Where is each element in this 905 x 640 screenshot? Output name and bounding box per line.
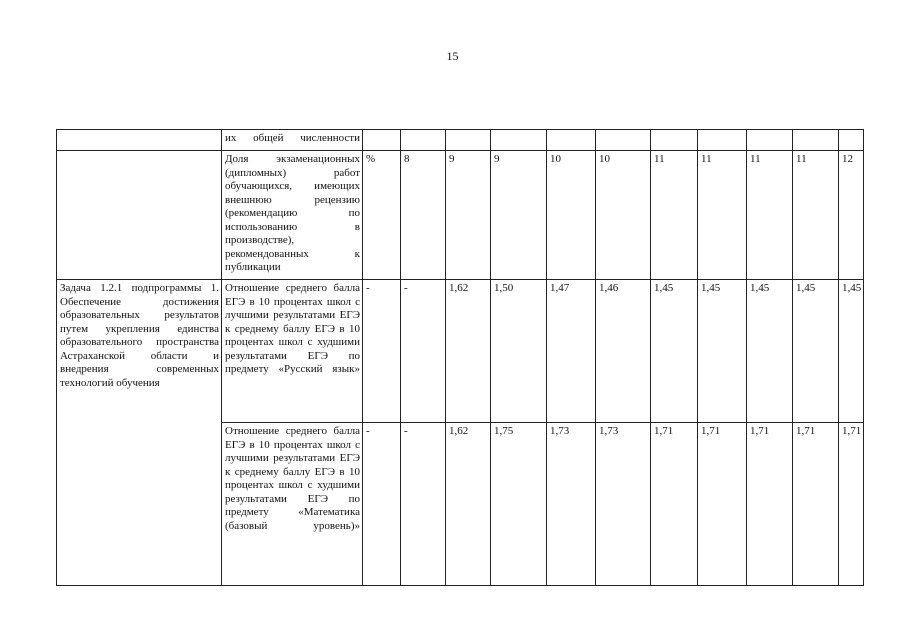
value-cell: - <box>401 423 446 586</box>
value-cell <box>839 130 864 151</box>
value-cell: 11 <box>793 151 839 280</box>
task-cell <box>57 130 222 151</box>
value-cell <box>747 130 793 151</box>
indicators-table <box>56 129 864 586</box>
value-cell <box>698 130 747 151</box>
value-cell: 1,45 <box>747 280 793 423</box>
indicator-cell: их общей численности <box>222 130 363 151</box>
value-cell: 10 <box>596 151 651 280</box>
value-cell: 1,71 <box>747 423 793 586</box>
value-cell: 1,45 <box>651 280 698 423</box>
value-cell: 9 <box>491 151 547 280</box>
task-cell: Задача 1.2.1 подпрограммы 1. Обеспечение достижения образовательных результатов путем укрепления единства образовательного пространства Астраханской области и внедрения современных технологий обучения <box>57 280 222 586</box>
unit-cell <box>363 130 401 151</box>
task-cell <box>57 151 222 280</box>
value-cell: 1,45 <box>698 280 747 423</box>
value-cell: 9 <box>446 151 491 280</box>
value-cell: 1,73 <box>547 423 596 586</box>
value-cell <box>446 130 491 151</box>
value-cell: 8 <box>401 151 446 280</box>
value-cell <box>793 130 839 151</box>
value-cell: 11 <box>698 151 747 280</box>
value-cell: 11 <box>747 151 793 280</box>
table-row <box>57 130 864 151</box>
unit-cell: % <box>363 151 401 280</box>
value-cell: 1,73 <box>596 423 651 586</box>
value-cell: 12 <box>839 151 864 280</box>
value-cell <box>596 130 651 151</box>
value-cell: 1,45 <box>839 280 864 423</box>
value-cell: 11 <box>651 151 698 280</box>
value-cell: 1,50 <box>491 280 547 423</box>
value-cell: 1,71 <box>793 423 839 586</box>
value-cell <box>401 130 446 151</box>
value-cell <box>651 130 698 151</box>
indicator-cell: Доля экзаменационных (дипломных) работ обучающихся, имеющих внешнюю рецензию (рекомендацию по использованию в производстве), рекомендованных к публикации <box>222 151 363 280</box>
value-cell: 1,46 <box>596 280 651 423</box>
value-cell: 1,62 <box>446 423 491 586</box>
value-cell <box>547 130 596 151</box>
value-cell: 1,47 <box>547 280 596 423</box>
unit-cell: - <box>363 423 401 586</box>
indicator-cell: Отношение среднего балла ЕГЭ в 10 процентах школ с лучшими результатами ЕГЭ к среднему баллу ЕГЭ в 10 процентах школ с худшими результатами ЕГЭ по предмету «Русский язык» <box>222 280 363 423</box>
value-cell: 1,71 <box>839 423 864 586</box>
value-cell: 1,71 <box>698 423 747 586</box>
page-number: 15 <box>446 49 459 63</box>
table-row <box>57 151 864 280</box>
value-cell: 10 <box>547 151 596 280</box>
value-cell: 1,45 <box>793 280 839 423</box>
indicator-cell: Отношение среднего балла ЕГЭ в 10 процентах школ с лучшими результатами ЕГЭ к среднему баллу ЕГЭ в 10 процентах школ с худшими результатами ЕГЭ по предмету «Математика (базовый уровень)» <box>222 423 363 586</box>
value-cell: - <box>401 280 446 423</box>
value-cell <box>491 130 547 151</box>
unit-cell: - <box>363 280 401 423</box>
value-cell: 1,62 <box>446 280 491 423</box>
value-cell: 1,75 <box>491 423 547 586</box>
table-row <box>57 280 864 423</box>
value-cell: 1,71 <box>651 423 698 586</box>
